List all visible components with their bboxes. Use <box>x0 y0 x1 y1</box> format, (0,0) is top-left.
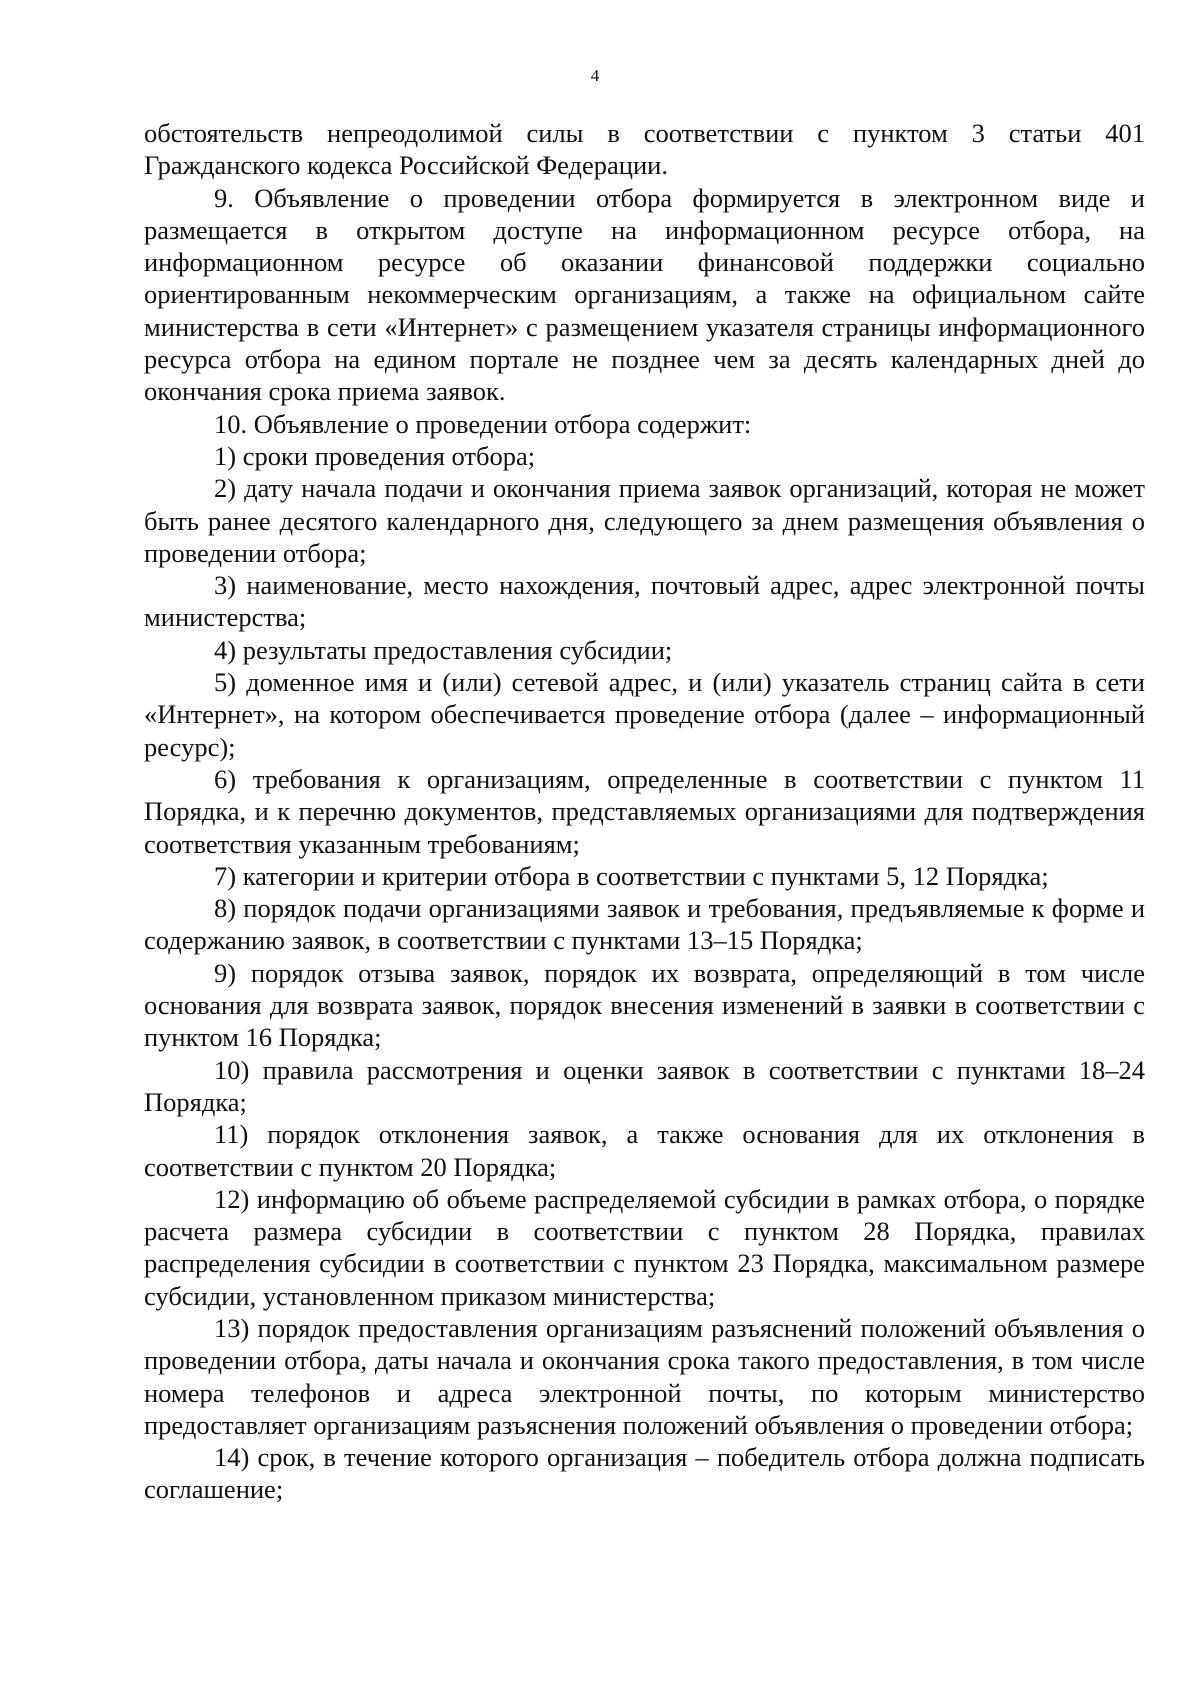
list-item: 14) срок, в течение которого организация – победитель отбора должна подписать соглашение; <box>144 1442 1145 1505</box>
page-number: 4 <box>590 66 600 85</box>
list-item: 7) категории и критерии отбора в соответствии с пунктами 5, 12 Порядка; <box>214 860 1049 891</box>
list-item: 12) информацию об объеме распределяемой субсидии в рамках отбора, о порядке расчета размера субсидии в соответствии с пунктом 28 Порядка, правилах распределения субсидии в соответствии с пунктом 23 Порядка, максимальном размере субсидии, установленном приказом министерства; <box>144 1183 1145 1311</box>
paragraph: обстоятельств непреодолимой силы в соответствии с пунктом 3 статьи 401 Гражданского кодекса Российской Федерации. <box>144 118 1145 181</box>
list-item: 2) дату начала подачи и окончания приема заявок организаций, которая не может быть ранее десятого календарного дня, следующего за днем размещения объявления о проведении отбора; <box>144 473 1145 568</box>
list-item: 3) наименование, место нахождения, почтовый адрес, адрес электронной почты министерства; <box>144 570 1145 633</box>
list-item: 9) порядок отзыва заявок, порядок их возврата, определяющий в том числе основания для возврата заявок, порядок внесения изменений в заявки в соответствии с пунктом 16 Порядка; <box>144 957 1145 1053</box>
list-item: 13) порядок предоставления организациям разъяснений положений объявления о проведении отбора, даты начала и окончания срока такого предоставления, в том числе номера телефонов и адреса электронной почты, по которым министерство предоставляет организациям разъяснения положений объявления о проведении отбора; <box>144 1312 1145 1440</box>
list-item: 1) сроки проведения отбора; <box>214 440 536 471</box>
document-body <box>144 117 1145 1506</box>
list-item: 10) правила рассмотрения и оценки заявок в соответствии с пунктами 18–24 Порядка; <box>144 1054 1145 1117</box>
list-item: 11) порядок отклонения заявок, а также основания для их отклонения в соответствии с пунктом 20 Порядка; <box>144 1119 1145 1182</box>
list-item: 6) требования к организациям, определенные в соответствии с пунктом 11 Порядка, и к перечню документов, представляемых организациями для подтверждения соответствия указанным требованиям; <box>144 763 1145 859</box>
list-item: 4) результаты предоставления субсидии; <box>214 634 673 665</box>
list-item: 5) доменное имя и (или) сетевой адрес, и (или) указатель страниц сайта в сети «Интернет», на котором обеспечивается проведение отбора (далее – информационный ресурс); <box>144 667 1145 762</box>
list-item: 8) порядок подачи организациями заявок и требования, предъявляемые к форме и содержанию заявок, в соответствии с пунктами 13–15 Порядка; <box>144 893 1145 956</box>
paragraph: 9. Объявление о проведении отбора формируется в электронном виде и размещается в открытом доступе на информационном ресурсе отбора, на информационном ресурсе об оказании финансовой поддержки социально ориентированным некоммерческим организациям, а также на официальном сайте министерства в сети «Интернет» с размещением указателя страницы информационного ресурса отбора на едином портале не позднее чем за десять календарных дней до окончания срока приема заявок. <box>144 182 1145 407</box>
paragraph: 10. Объявление о проведении отбора содержит: <box>214 408 752 439</box>
